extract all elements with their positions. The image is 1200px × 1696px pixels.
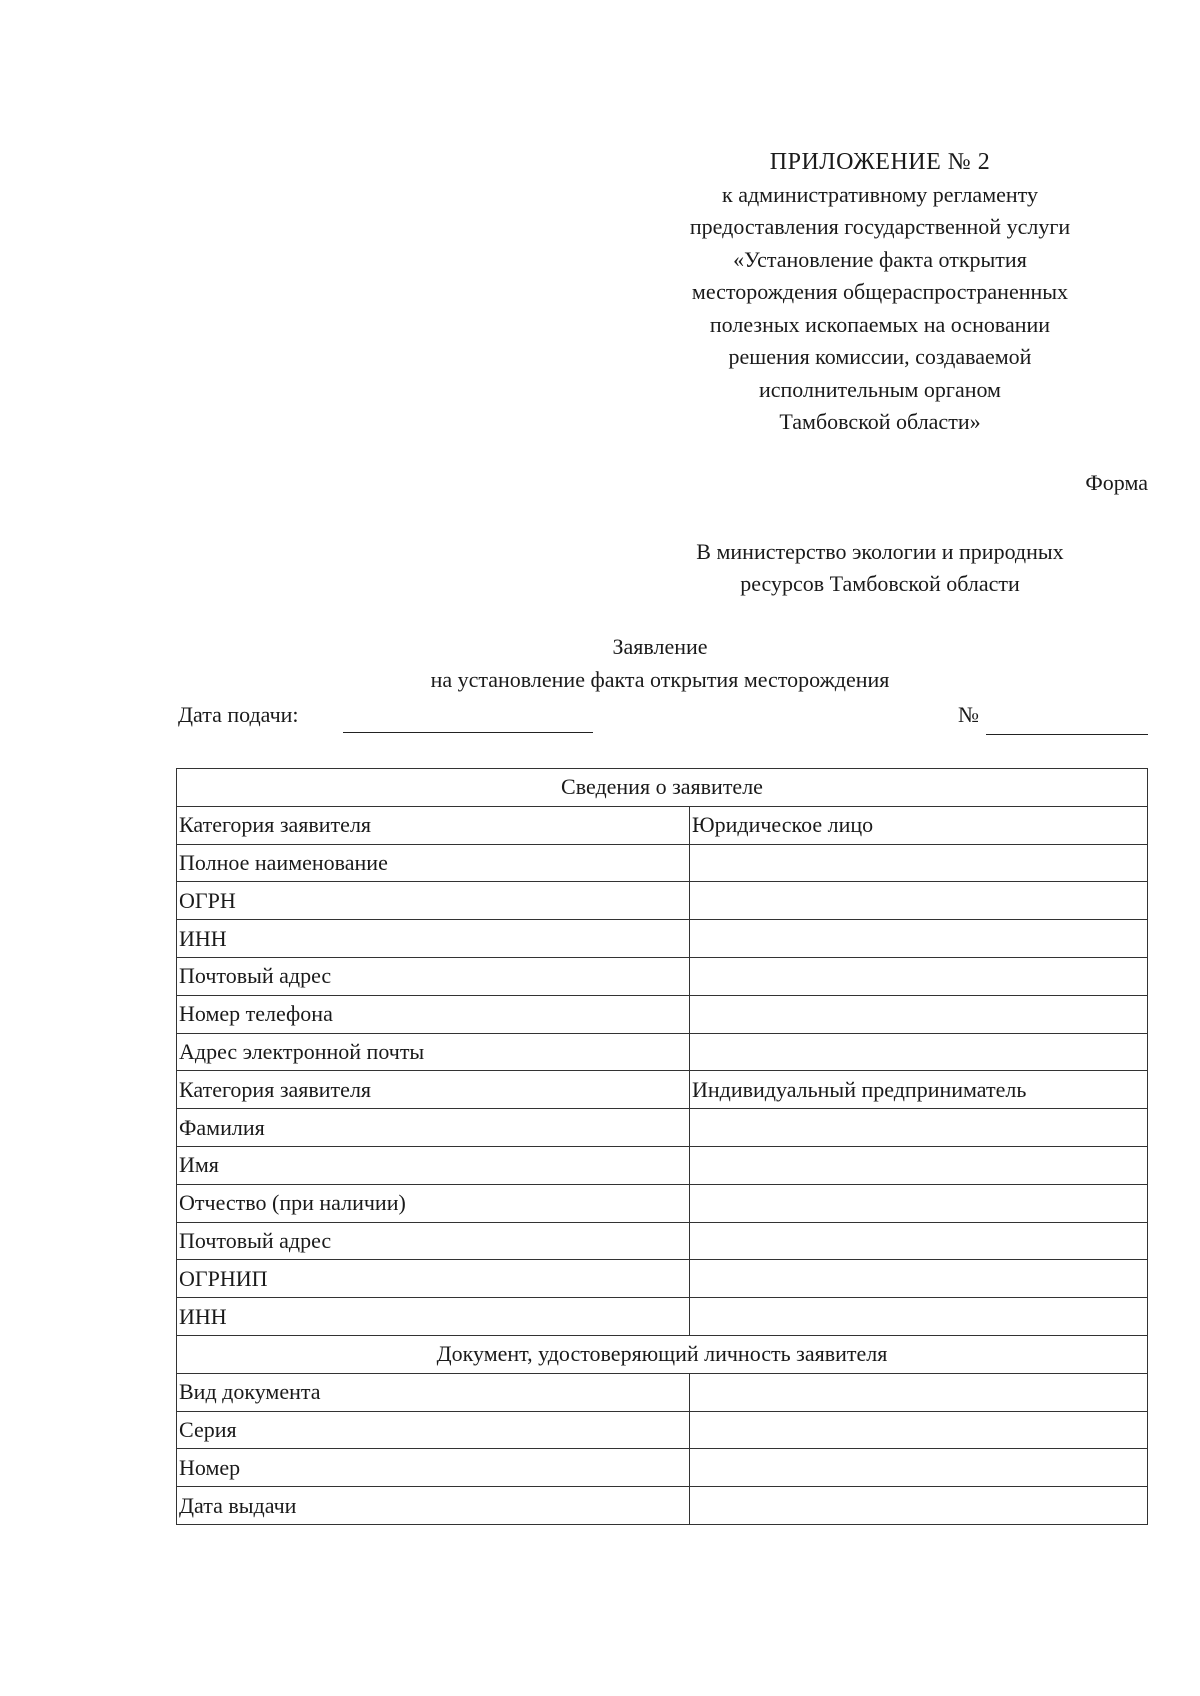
title-main: Заявление — [612, 634, 708, 659]
field-value[interactable] — [690, 957, 1148, 995]
applicant-info-table-body — [177, 769, 1148, 1525]
annex-line: к административному регламенту — [722, 181, 1038, 207]
field-value: Юридическое лицо — [690, 806, 1148, 844]
field-label: Почтовый адрес — [177, 1222, 690, 1260]
table-row — [177, 1109, 1148, 1147]
field-value[interactable] — [690, 1146, 1148, 1184]
section-row — [177, 769, 1148, 807]
section-row — [177, 1335, 1148, 1373]
date-fill-line[interactable] — [343, 732, 593, 733]
field-label: Отчество (при наличии) — [177, 1184, 690, 1222]
field-value[interactable] — [690, 1373, 1148, 1411]
field-label: Вид документа — [177, 1373, 690, 1411]
field-value: Индивидуальный предприниматель — [690, 1071, 1148, 1109]
field-value[interactable] — [690, 1449, 1148, 1487]
field-label: Дата выдачи — [177, 1487, 690, 1525]
addressee-line: ресурсов Тамбовской области — [740, 571, 1020, 596]
document-title — [170, 630, 1150, 696]
field-value[interactable] — [690, 920, 1148, 958]
table-row — [177, 1411, 1148, 1449]
field-label: Номер телефона — [177, 995, 690, 1033]
field-label: Номер — [177, 1449, 690, 1487]
annex-line: месторождения общераспространенных — [691, 279, 1069, 304]
section-header-applicant: Сведения о заявителе — [177, 769, 1148, 807]
annex-line: исполнительным органом — [759, 376, 1001, 402]
field-label: Адрес электронной почты — [177, 1033, 690, 1071]
field-value[interactable] — [690, 844, 1148, 882]
form-label: Форма — [1085, 470, 1148, 495]
field-label: ОГРНИП — [177, 1260, 690, 1298]
field-label: Фамилия — [177, 1109, 690, 1147]
field-value[interactable] — [690, 1298, 1148, 1336]
field-value[interactable] — [690, 1222, 1148, 1260]
table-row — [177, 957, 1148, 995]
table-row — [177, 806, 1148, 844]
field-value[interactable] — [690, 1411, 1148, 1449]
field-value[interactable] — [690, 1260, 1148, 1298]
date-number-row — [178, 702, 1148, 742]
field-label: Серия — [177, 1411, 690, 1449]
table-row — [177, 882, 1148, 920]
annex-line: полезных ископаемых на основании — [709, 311, 1051, 337]
table-row — [177, 920, 1148, 958]
field-value[interactable] — [690, 1184, 1148, 1222]
field-value[interactable] — [690, 995, 1148, 1033]
field-label: Полное наименование — [177, 844, 690, 882]
field-label: ИНН — [177, 920, 690, 958]
annex-line: «Установление факта открытия — [733, 246, 1027, 272]
table-row — [177, 1449, 1148, 1487]
annex-line: Тамбовской области» — [779, 409, 981, 434]
field-label: Категория заявителя — [177, 1071, 690, 1109]
table-row — [177, 1033, 1148, 1071]
table-row — [177, 1298, 1148, 1336]
annex-line: предоставления государственной услуги — [689, 214, 1071, 239]
field-value[interactable] — [690, 1109, 1148, 1147]
table-row — [177, 1373, 1148, 1411]
table-row — [177, 844, 1148, 882]
field-value[interactable] — [690, 1033, 1148, 1071]
table-row — [177, 1146, 1148, 1184]
addressee — [640, 536, 1120, 600]
field-label: Категория заявителя — [177, 806, 690, 844]
table-row — [177, 1184, 1148, 1222]
section-header-identity: Документ, удостоверяющий личность заявителя — [177, 1335, 1148, 1373]
addressee-line: В министерство экологии и природных — [696, 539, 1064, 564]
table-row — [177, 995, 1148, 1033]
field-value[interactable] — [690, 1487, 1148, 1525]
table-row — [177, 1260, 1148, 1298]
annex-line: решения комиссии, создаваемой — [728, 344, 1032, 369]
number-fill-line[interactable] — [986, 734, 1148, 735]
annex-title: ПРИЛОЖЕНИЕ № 2 — [769, 149, 991, 175]
field-label: ОГРН — [177, 882, 690, 920]
field-label: Имя — [177, 1146, 690, 1184]
field-value[interactable] — [690, 882, 1148, 920]
date-label: Дата подачи: — [178, 702, 299, 727]
table-row — [177, 1487, 1148, 1525]
annex-header — [640, 146, 1120, 439]
table-row — [177, 1071, 1148, 1109]
applicant-info-table — [176, 768, 1148, 1525]
field-label: Почтовый адрес — [177, 957, 690, 995]
field-label: ИНН — [177, 1298, 690, 1336]
number-label: № — [958, 702, 979, 727]
title-sub: на установление факта открытия месторождения — [430, 667, 890, 692]
table-row — [177, 1222, 1148, 1260]
